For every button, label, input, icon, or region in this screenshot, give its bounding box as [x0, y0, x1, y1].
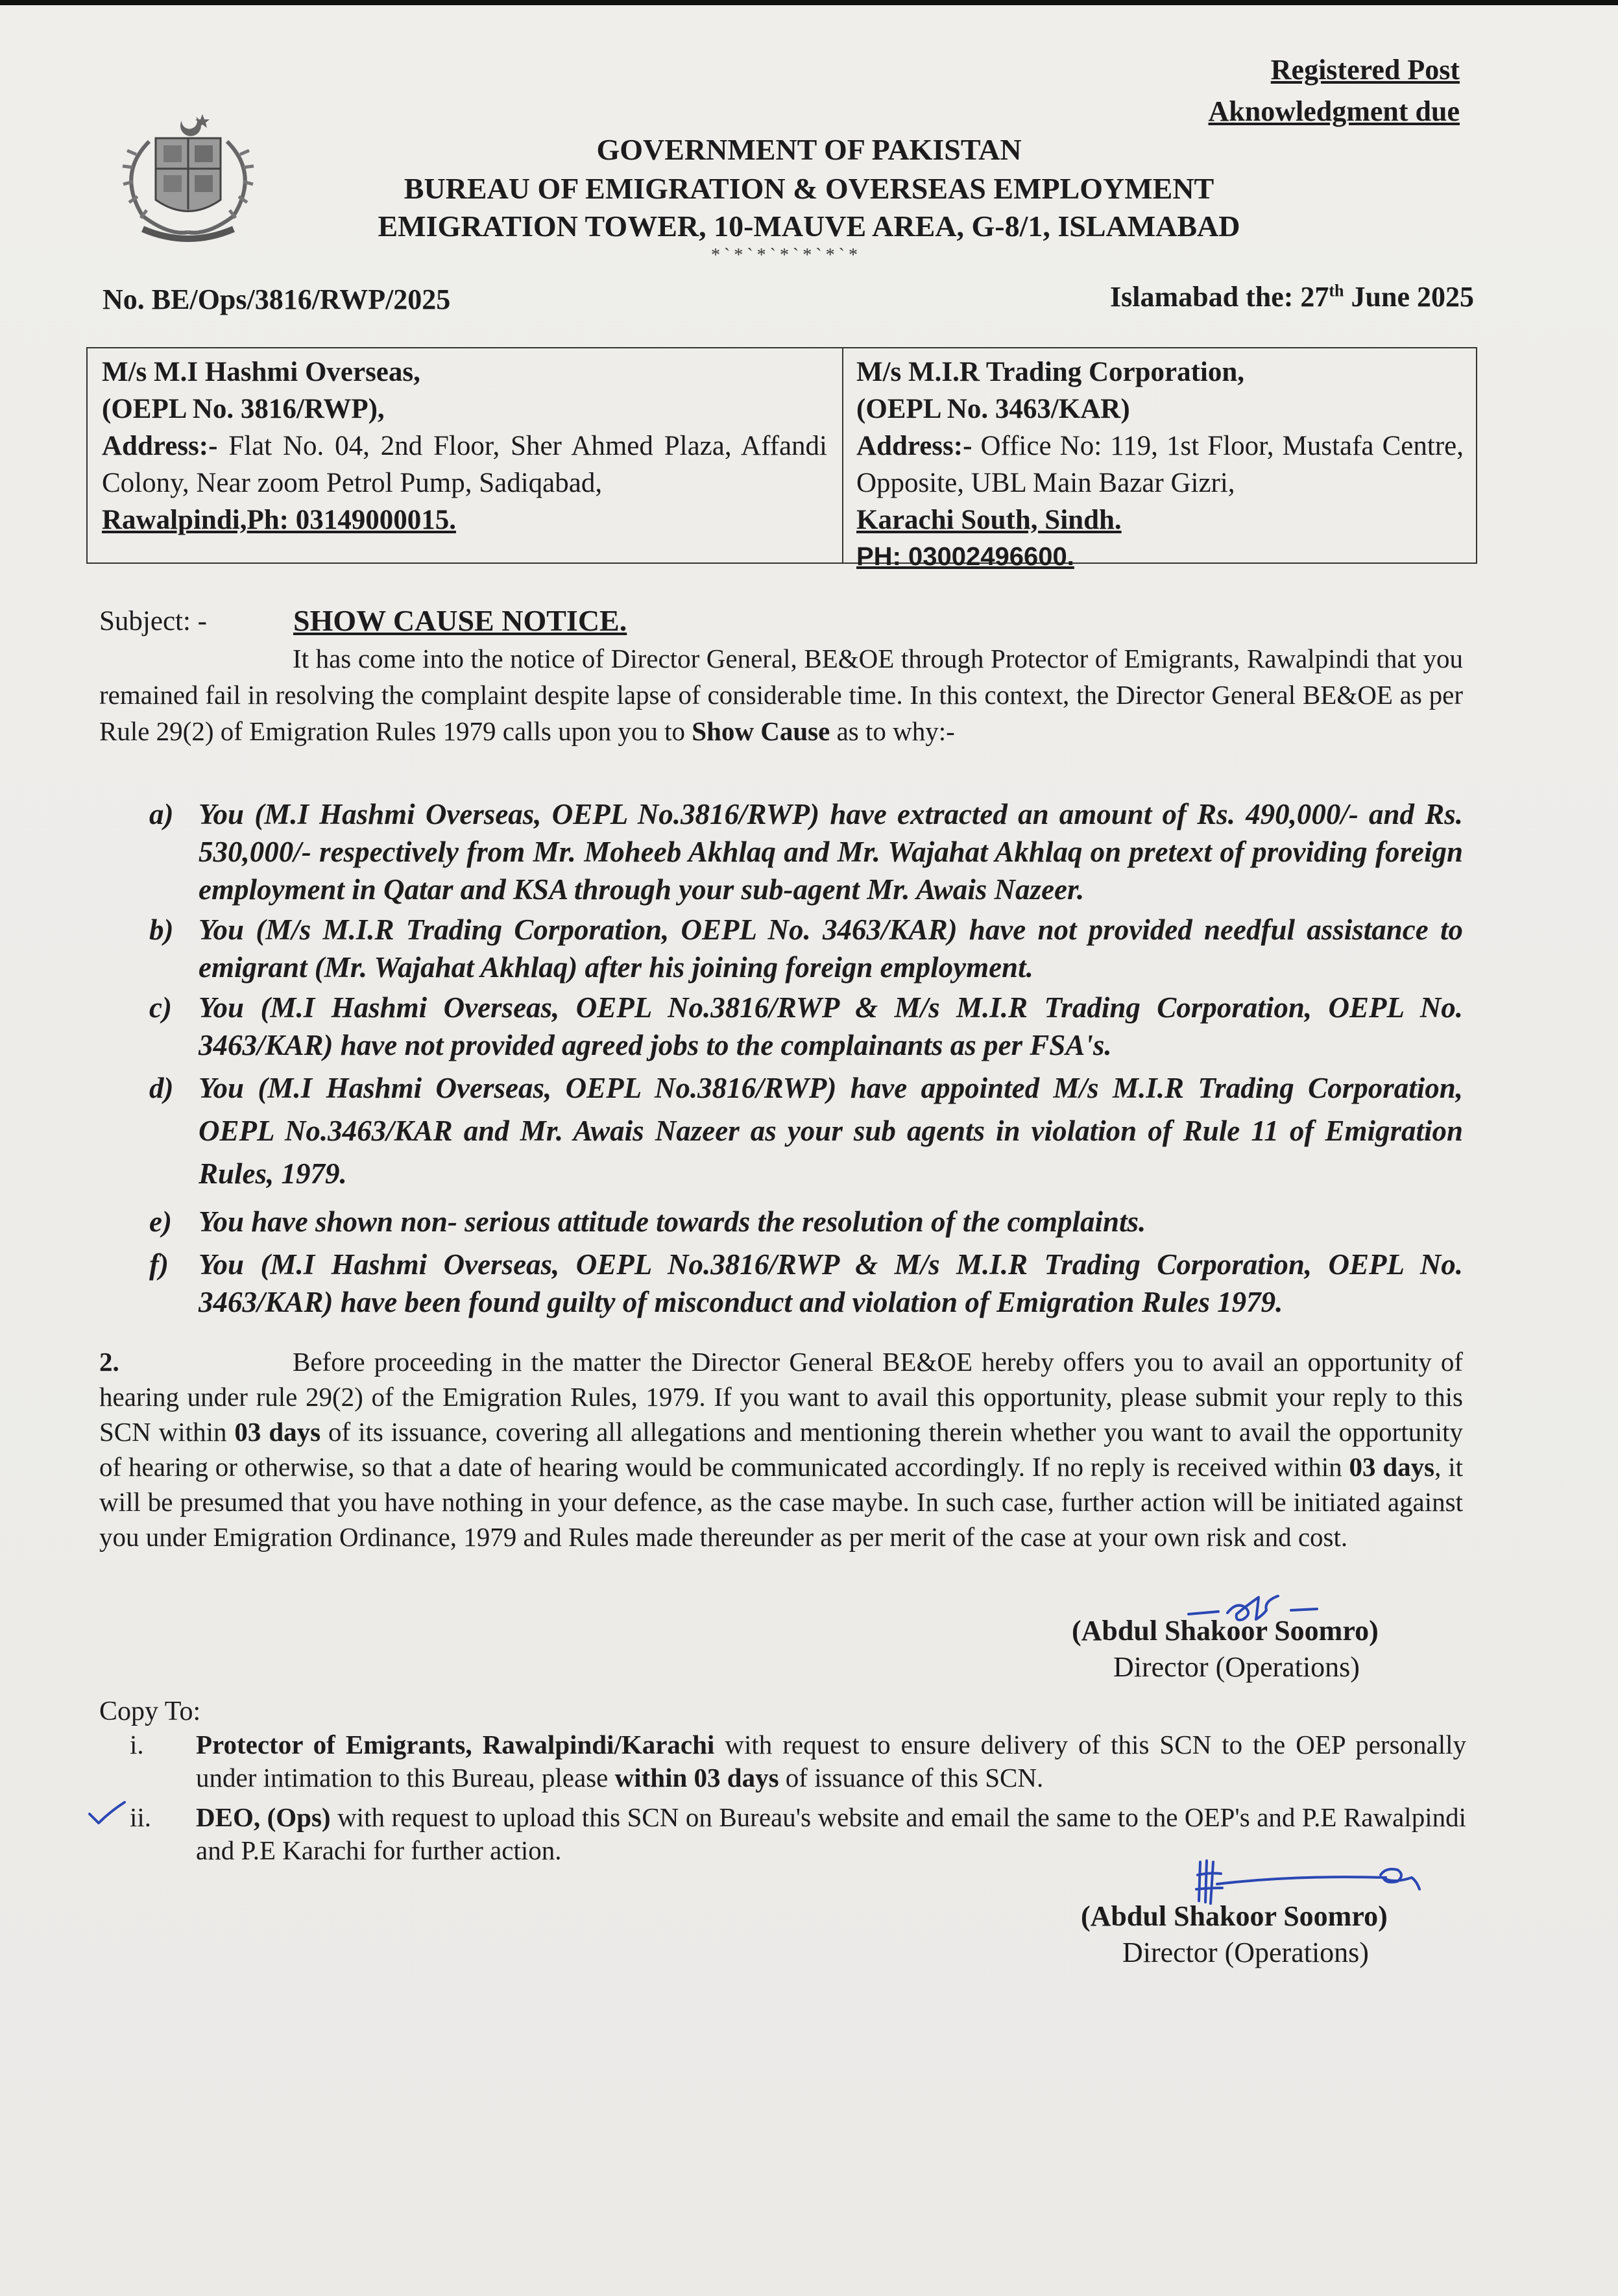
addressee-right-oepl: (OEPL No. 3463/KAR) [856, 394, 1130, 424]
allegation-item: f) You (M.I Hashmi Overseas, OEPL No.3816/RWP & M/s M.I.R Trading Corporation, OEPL No. 3463/KAR) have been found guilty of misconduct and violation of Emigration Rules 1979. [149, 1248, 1463, 1318]
signature-1-title: Director (Operations) [1113, 1651, 1360, 1683]
acknowledgment-label: Aknowledgment due [1208, 95, 1460, 127]
addressee-right-name: M/s M.I.R Trading Corporation, [856, 357, 1245, 387]
addressee-right-address: Address:- Office No: 119, 1st Floor, Mustafa Centre, Opposite, UBL Main Bazar Gizri, [856, 431, 1464, 498]
addressee-right [856, 354, 1464, 575]
addressee-right-phone: PH: 03002496600. [856, 542, 1074, 571]
copy-to-item: i. Protector of Emigrants, Rawalpindi/Karachi with request to ensure delivery of this SCN to the OEP personally under intimation to this Bureau, please within 03 days of issuance of this SCN. [130, 1730, 1466, 1793]
addressee-left-address: Address:- Flat No. 04, 2nd Floor, Sher Ahmed Plaza, Affandi Colony, Near zoom Petrol Pump, Sadiqabad, [102, 431, 827, 498]
header-stars-divider: *`*`*`*`*`*`* [711, 245, 862, 265]
addressee-table-divider [842, 348, 843, 562]
allegation-item: d) You (M.I Hashmi Overseas, OEPL No.3816/RWP) have appointed M/s M.I.R Trading Corporation, OEPL No.3463/KAR and Mr. Awais Nazeer as your sub agents in violation of Rule 11 of Emigration Rules, 1979. [149, 1072, 1463, 1190]
signature-1-name: (Abdul Shakoor Soomro) [1072, 1615, 1379, 1647]
header-address: EMIGRATION TOWER, 10-MAUVE AREA, G-8/1, ISLAMABAD [378, 210, 1240, 243]
subject-title: SHOW CAUSE NOTICE. [293, 604, 627, 637]
addressee-table [86, 347, 1477, 571]
reference-number: No. BE/Ops/3816/RWP/2025 [103, 284, 451, 315]
copy-to-label: Copy To: [99, 1697, 201, 1726]
paragraph-2: 2. Before proceeding in the matter the Director General BE&OE hereby offers you to avail an opportunity of hearing under rule 29(2) of the Emigration Rules, 1979. If you want to avail this opportunity, please submit your reply to this SCN within 03 days of its issuance, covering all allegations and mentioning therein whether you want to avail the opportunity of hearing or otherwise, so that a date of hearing would be communicated accordingly. If no reply is received within 03 days, it will be presumed that you have nothing in your defence, as the case maybe. In such case, further action will be initiated against you under Emigration Ordinance, 1979 and Rules made thereunder as per merit of the case at your own risk and cost. [99, 1347, 1464, 1552]
allegation-item: e) You have shown non- serious attitude towards the resolution of the complaints. [149, 1205, 1146, 1238]
copy-to-item: ii. DEO, (Ops) with request to upload this SCN on Bureau's website and email the same to the OEP's and P.E Rawalpindi and P.E Karachi for further action. [130, 1802, 1466, 1865]
addressee-left-city-phone: Rawalpindi,Ph: 03149000015. [102, 505, 456, 535]
subject-label: Subject: - [99, 606, 207, 636]
intro-paragraph: It has come into the notice of Director General, BE&OE through Protector of Emigrants, Rawalpindi that you remained fail in resolving the complaint despite lapse of considerable time. In this context, the Director General BE&OE as per Rule 29(2) of Emigration Rules 1979 calls upon you to Show Cause as to why:- [99, 644, 1463, 746]
addressee-left-oepl: (OEPL No. 3816/RWP), [102, 394, 385, 424]
allegation-item: a) You (M.I Hashmi Overseas, OEPL No.3816/RWP) have extracted an amount of Rs. 490,000/- and Rs. 530,000/- respectively from Mr. Moheeb Akhlaq and Mr. Wajahat Akhlaq on pretext of providing foreign employment in Qatar and KSA through your sub-agent Mr. Awais Nazeer. [149, 798, 1463, 906]
copy-to-list [130, 1728, 1466, 1874]
signature-2-name: (Abdul Shakoor Soomro) [1081, 1900, 1388, 1932]
issue-date: Islamabad the: 27th June 2025 [1110, 281, 1474, 313]
header-government: GOVERNMENT OF PAKISTAN [596, 133, 1022, 166]
allegations-list [149, 795, 1463, 1321]
registered-post-label: Registered Post [1270, 54, 1460, 86]
allegation-item: b) You (M/s M.I.R Trading Corporation, OEPL No. 3463/KAR) have not provided needful assistance to emigrant (Mr. Wajahat Akhlaq) after his joining foreign employment. [149, 913, 1463, 984]
addressee-left [102, 354, 827, 538]
addressee-left-name: M/s M.I Hashmi Overseas, [102, 357, 420, 387]
signature-2-title: Director (Operations) [1122, 1937, 1369, 1968]
addressee-right-city: Karachi South, Sindh. [856, 505, 1122, 535]
checkmark-icon [84, 1797, 156, 1830]
allegation-item: c) You (M.I Hashmi Overseas, OEPL No.3816/RWP & M/s M.I.R Trading Corporation, OEPL No. 3463/KAR) have not provided agreed jobs to the complainants as per FSA's. [149, 991, 1463, 1061]
header-bureau: BUREAU OF EMIGRATION & OVERSEAS EMPLOYMENT [404, 172, 1214, 205]
